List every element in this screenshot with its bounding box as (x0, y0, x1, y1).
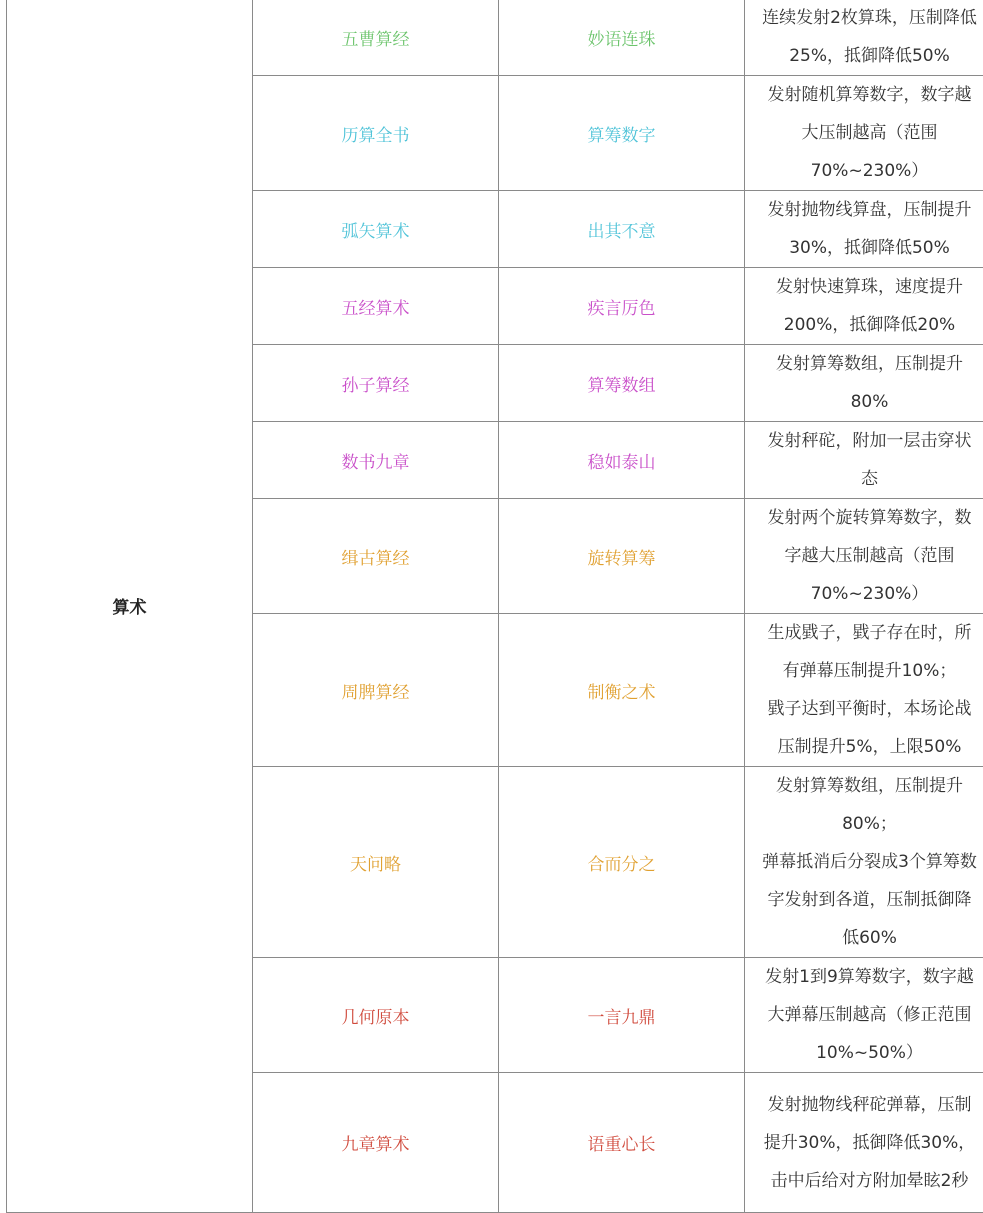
description-line: 弹幕抵消后分裂成3个算筹数 (745, 843, 983, 881)
description-line: 25%，抵御降低50% (745, 37, 983, 75)
skill-description-cell (745, 0, 983, 76)
description-line: 发射抛物线秤砣弹幕，压制 (745, 1086, 983, 1124)
skill-description-cell (745, 191, 983, 268)
skill-description-cell (745, 76, 983, 191)
description-line: 80% (745, 383, 983, 421)
skill-description-cell (745, 614, 983, 767)
description-line: 发射两个旋转算筹数字，数 (745, 499, 983, 537)
skill-name-cell: 语重心长 (499, 1073, 745, 1213)
book-name-cell: 历算全书 (253, 76, 499, 191)
description-line: 大弹幕压制越高（修正范围 (745, 996, 983, 1034)
description-line: 低60% (745, 919, 983, 957)
skill-name-cell: 妙语连珠 (499, 0, 745, 76)
description-line: 10%~50%） (745, 1034, 983, 1072)
description-line: 发射算筹数组，压制提升 (745, 767, 983, 805)
book-name-cell: 九章算术 (253, 1073, 499, 1213)
description-line: 字越大压制越高（范围 (745, 537, 983, 575)
skill-name-cell: 稳如泰山 (499, 422, 745, 499)
skill-name-cell: 出其不意 (499, 191, 745, 268)
description-line: 发射算筹数组，压制提升 (745, 345, 983, 383)
description-line: 30%，抵御降低50% (745, 229, 983, 267)
description-line: 击中后给对方附加晕眩2秒 (745, 1162, 983, 1200)
book-name-cell: 天问略 (253, 767, 499, 958)
skill-description-cell (745, 1073, 983, 1213)
description-line: 200%，抵御降低20% (745, 306, 983, 344)
book-name-cell: 五经算术 (253, 268, 499, 345)
book-name-cell: 孙子算经 (253, 345, 499, 422)
skill-name-cell: 算筹数字 (499, 76, 745, 191)
description-line: 大压制越高（范围 (745, 114, 983, 152)
description-line: 发射抛物线算盘，压制提升 (745, 191, 983, 229)
skill-table-body (7, 0, 983, 1213)
book-name-cell: 周脾算经 (253, 614, 499, 767)
book-name-cell: 数书九章 (253, 422, 499, 499)
book-name-cell: 弧矢算术 (253, 191, 499, 268)
skill-description-cell (745, 767, 983, 958)
description-line: 发射随机算筹数字，数字越 (745, 76, 983, 114)
description-line: 提升30%，抵御降低30%， (745, 1124, 983, 1162)
description-line: 发射秤砣，附加一层击穿状 (745, 422, 983, 460)
description-line: 发射快速算珠，速度提升 (745, 268, 983, 306)
book-name-cell: 几何原本 (253, 958, 499, 1073)
description-line: 连续发射2枚算珠，压制降低 (745, 0, 983, 37)
skill-name-cell: 合而分之 (499, 767, 745, 958)
description-line: 70%~230%） (745, 575, 983, 613)
description-line: 70%~230%） (745, 152, 983, 190)
category-cell: 算术 (7, 0, 253, 1213)
skill-name-cell: 旋转算筹 (499, 499, 745, 614)
description-line: 生成戥子，戥子存在时，所 (745, 614, 983, 652)
description-line: 有弹幕压制提升10%； (745, 652, 983, 690)
description-line: 压制提升5%，上限50% (745, 728, 983, 766)
skill-name-cell: 算筹数组 (499, 345, 745, 422)
table-row (7, 0, 983, 76)
skill-table (6, 0, 983, 1213)
description-line: 戥子达到平衡时，本场论战 (745, 690, 983, 728)
book-name-cell: 缉古算经 (253, 499, 499, 614)
skill-description-cell (745, 499, 983, 614)
skill-name-cell: 制衡之术 (499, 614, 745, 767)
description-line: 发射1到9算筹数字，数字越 (745, 958, 983, 996)
skill-description-cell (745, 345, 983, 422)
skill-name-cell: 疾言厉色 (499, 268, 745, 345)
description-line: 字发射到各道，压制抵御降 (745, 881, 983, 919)
skill-description-cell (745, 268, 983, 345)
description-line: 态 (745, 460, 983, 498)
description-line: 80%； (745, 805, 983, 843)
book-name-cell: 五曹算经 (253, 0, 499, 76)
skill-name-cell: 一言九鼎 (499, 958, 745, 1073)
skill-description-cell (745, 422, 983, 499)
skill-description-cell (745, 958, 983, 1073)
